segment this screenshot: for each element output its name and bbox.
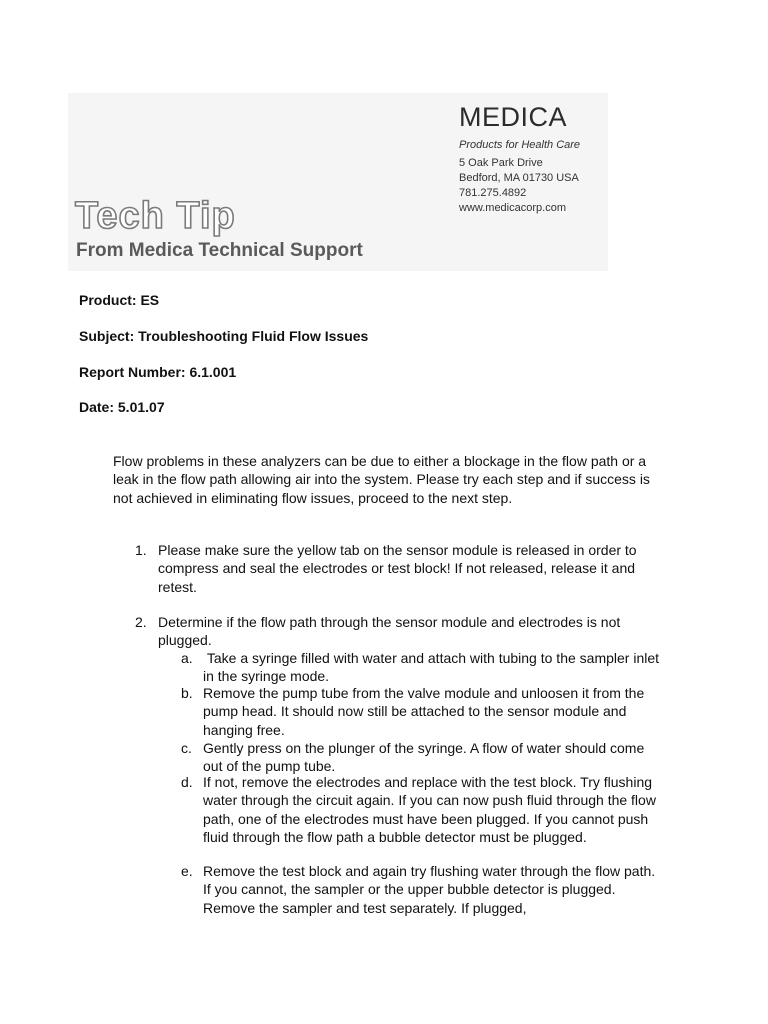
address-line: 781.275.4892 bbox=[459, 187, 527, 199]
substep-letter: d. bbox=[181, 774, 193, 790]
address-line: 5 Oak Park Drive bbox=[459, 157, 543, 169]
substep-text: Remove the test block and again try flushing water through the flow path. If you cannot, the sampler or the upper bubble detector is plugged. Remove the sampler and test separately. If plugged, bbox=[203, 863, 656, 916]
intro-paragraph: Flow problems in these analyzers can be due to either a blockage in the flow path or a leak in the flow path allowing air into the system. Please try each step and if success is not achieved in eliminating flow issues, proceed to the next step. bbox=[113, 453, 650, 506]
tagline: Products for Health Care bbox=[459, 139, 581, 151]
tech-tip-title: Tech Tip bbox=[75, 195, 236, 237]
substep-letter: e. bbox=[181, 863, 193, 879]
substep-letter: a. bbox=[181, 650, 193, 666]
medica-logo: MEDICA bbox=[459, 102, 568, 132]
substep-text: Gently press on the plunger of the syringe. A flow of water should come out of the pump tube. bbox=[203, 740, 645, 775]
date-field: Date: 5.01.07 bbox=[79, 399, 165, 415]
address-line: Bedford, MA 01730 USA bbox=[459, 172, 579, 184]
substep-text: Take a syringe filled with water and attach with tubing to the sampler inlet in the syringe mode. bbox=[203, 650, 663, 685]
report-number-field: Report Number: 6.1.001 bbox=[79, 364, 237, 380]
address-line: www.medicacorp.com bbox=[459, 202, 566, 214]
product-field: Product: ES bbox=[79, 292, 160, 308]
substep-text: Remove the pump tube from the valve module and unloosen it from the pump head. It should now still be attached to the sensor module and hanging free. bbox=[203, 685, 645, 738]
step-number: 2. bbox=[135, 614, 147, 630]
substep-text: If not, remove the electrodes and replace with the test block. Try flushing water through the circuit again. If you can now push fluid through the flow path, one of the electrodes must have been plugged. If you cannot push fluid through the flow path a bubble detector must be plugged. bbox=[203, 774, 656, 846]
step-text: Determine if the flow path through the sensor module and electrodes is not plugged. bbox=[158, 614, 621, 649]
substep-letter: c. bbox=[181, 740, 192, 756]
substep-letter: b. bbox=[181, 685, 193, 701]
subject-field: Subject: Troubleshooting Fluid Flow Issues bbox=[79, 328, 369, 344]
step-text: Please make sure the yellow tab on the sensor module is released in order to compress and seal the electrodes or test block! If not released, release it and retest. bbox=[158, 542, 637, 595]
step-number: 1. bbox=[135, 542, 147, 558]
support-subtitle: From Medica Technical Support bbox=[76, 240, 363, 261]
